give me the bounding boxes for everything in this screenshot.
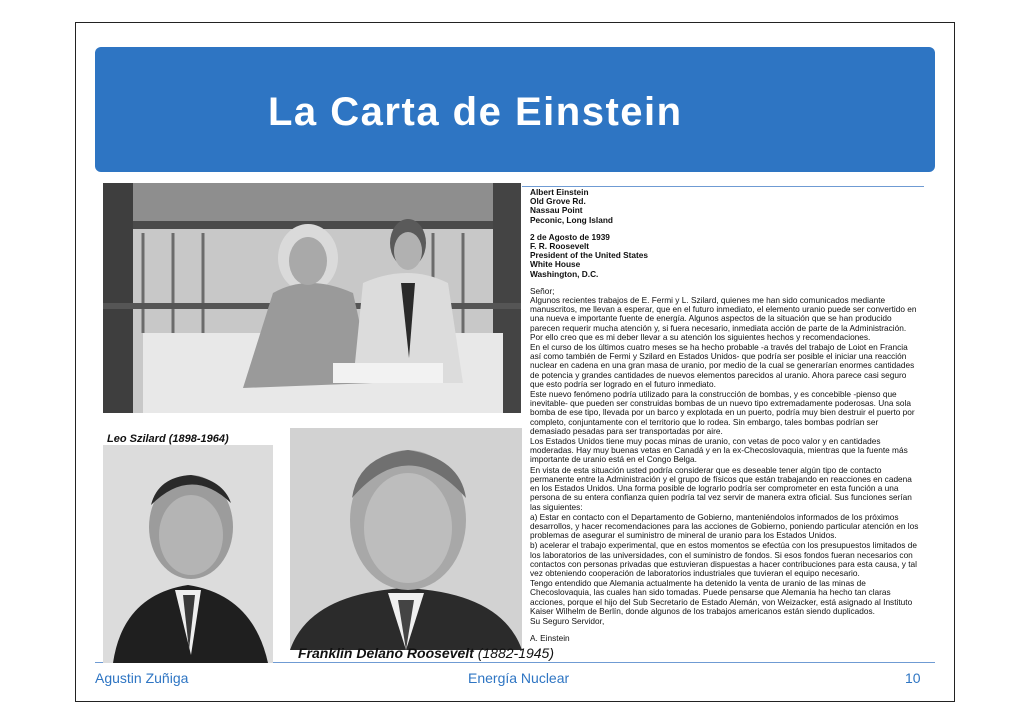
- footer-subject: Energía Nuclear: [468, 670, 570, 686]
- caption-roosevelt: [298, 645, 554, 661]
- photo-einstein-szilard-drawing: [103, 183, 521, 413]
- caption-roosevelt-years: (1882-1945): [477, 645, 554, 661]
- letter-paragraph: Los Estados Unidos tiene muy pocas minas de uranio, con vetas de poco valor y en cantidades moderadas. Hay muy buenas vetas en Canadá y en la ex-Checoslovaquia, mientras que la fuente más importante de uranio está en el Congo Belga.: [530, 436, 908, 465]
- caption-roosevelt-name: Franklin Delano Roosevelt: [298, 645, 474, 661]
- sender-line: Old Grove Rd.: [530, 196, 586, 207]
- letter-salutation: Señor;: [530, 285, 555, 296]
- photo-szilard: [103, 445, 273, 663]
- page-number: 10: [905, 670, 921, 686]
- recipient-line: White House: [530, 259, 581, 270]
- photo-roosevelt: [290, 428, 522, 650]
- letter-closing: Su Seguro Servidor,: [530, 615, 605, 626]
- photo-einstein-szilard: [103, 183, 521, 413]
- photo-szilard-drawing: [103, 445, 273, 663]
- sender-line: Albert Einstein: [530, 187, 589, 197]
- photo-roosevelt-drawing: [290, 428, 522, 650]
- recipient-line: F. R. Roosevelt: [530, 241, 590, 252]
- letter-date: 2 de Agosto de 1939: [530, 231, 610, 242]
- letter-paragraph: b) acelerar el trabajo experimental, que en estos momentos se efectúa con los presupuestos limitados de los laboratorios de las universidades, con el suministro de fondos. Si esos fondos fueran necesarios con contactos con personas privadas que estuvieran dispuestas a hacer contribuciones para esta causa, y tal vez obteniendo cooperación de laboratorios industriales que tuvieran el equipo necesario.: [530, 540, 917, 578]
- sender-line: Peconic, Long Island: [530, 214, 613, 225]
- recipient-line: President of the United States: [530, 250, 649, 261]
- letter-paragraph: En vista de esta situación usted podría considerar que es deseable tener algún tipo de contacto permanente entre la Administración y el grupo de físicos que están trabajando en reacciones en cadena en los Estados Unidos. Una forma posible de lograrlo podría ser comprometer en esta función a una persona de su entera confianza quien podría tal vez servir de manera extra oficial. Sus funciones serían las siguientes:: [530, 464, 912, 512]
- sender-line: Nassau Point: [530, 205, 583, 216]
- letter-paragraph: a) Estar en contacto con el Departamento de Gobierno, manteniéndolos informados de los próximos desarrollos, y hacer recomendaciones para las acciones de Gobierno, poniendo particular atención en los problemas de asegurar el suministro de mineral de uranio para los Estados Unidos.: [530, 511, 919, 541]
- letter-recipient: [530, 242, 920, 279]
- letter-paragraph: Algunos recientes trabajos de E. Fermi y L. Szilard, quienes me han sido comunicados mediante manuscritos, me llevan a esperar, que en el futuro inmediato, el elemento uranio puede ser convertido en una nueva e importante fuente de energía. Algunos aspectos de la situación que se han producido parecen requerir mucha atención y, si fuera necesario, inmediata acción de parte de la Administración. Por ello creo que es mi deber llevar a su atención los siguientes hechos y recomendaciones.: [530, 295, 917, 342]
- einstein-letter: [530, 188, 920, 644]
- letter-sender: [530, 188, 920, 225]
- letter-paragraph: Este nuevo fenómeno podría utilizado para la construcción de bombas, y es concebible -pienso que inevitable- que pueden ser construidas bombas de un nuevo tipo extremadamente poderosas. Una sola bomba de ese tipo, llevada por un barco y explotada en un puerto, podría muy bien destruir el puerto por completo, conjuntamente con el territorio que lo rodea. Sin embargo, tales bombas podrían ser demasiado pesadas para ser transportadas por aire.: [530, 389, 915, 436]
- letter-paragraph: Tengo entendido que Alemania actualmente ha detenido la venta de uranio de las minas de Checoslovaquia, las cuales han sido tomadas. Puede pensarse que Alemania ha hecho tan claras acciones, porque el hijo del Sub Secretario de Estado Alemán, von Weizacker, está asignado al Instituto Kaiser Wilhelm de Berlín, donde algunos de los trabajos americanos están siendo duplicados.: [530, 578, 913, 616]
- letter-paragraph: En el curso de los últimos cuatro meses se ha hecho probable -a través del trabajo de Loiot en Francia así como también de Fermi y Szilard en Estados Unidos- que podría ser posible el iniciar una reacción nuclear en cadena en una gran masa de uranio, por medio de la cual se generarían enormes cantidades de potencia y grandes cantidades de nuevos elementos parecidos al uranio. Ahora parece casi seguro que esto podría ser logrado en el futuro inmediato.: [530, 342, 915, 389]
- letter-signature: A. Einstein: [530, 633, 570, 644]
- slide-title: La Carta de Einstein: [268, 90, 683, 134]
- caption-szilard: Leo Szilard (1898-1964): [107, 433, 229, 445]
- footer-author: Agustin Zuñiga: [95, 670, 189, 686]
- recipient-line: Washington, D.C.: [530, 268, 599, 279]
